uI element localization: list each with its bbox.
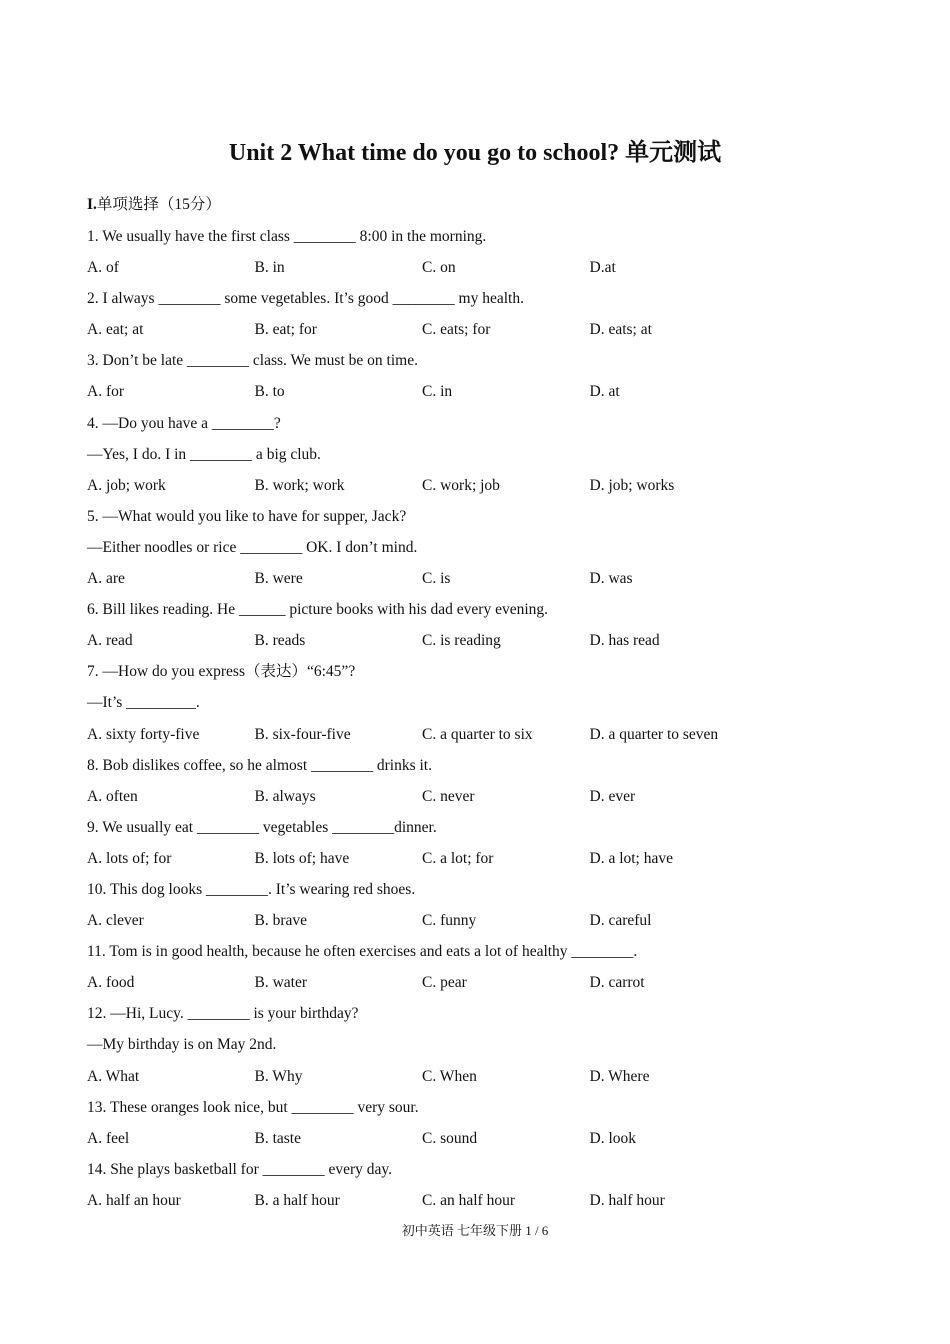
question-stem: 9. We usually eat ________ vegetables ________dinner. <box>87 818 437 836</box>
answer-option: D. careful <box>589 912 652 930</box>
answer-option: D. was <box>589 570 633 588</box>
question-stem: 11. Tom is in good health, because he often exercises and eats a lot of healthy ________. <box>87 943 638 961</box>
page-title: Unit 2 What time do you go to school? 单元测试 <box>228 140 722 166</box>
question-item <box>87 413 887 506</box>
answer-option: A. lots of; for <box>87 849 172 867</box>
question-stem: 12. —Hi, Lucy. ________ is your birthday? <box>87 1005 359 1023</box>
answer-options <box>87 972 887 1003</box>
answer-options <box>87 848 887 879</box>
section-heading <box>87 194 221 216</box>
question-item <box>87 661 887 754</box>
question-dialogue-line: —Either noodles or rice ________ OK. I don’t mind. <box>87 538 418 556</box>
question-stem: 10. This dog looks ________. It’s wearing red shoes. <box>87 880 416 898</box>
answer-option: D. a lot; have <box>589 849 674 867</box>
answer-option: B. brave <box>254 912 308 930</box>
answer-option: C. in <box>422 383 453 401</box>
section-numeral: I. <box>87 196 97 213</box>
answer-options <box>87 257 887 288</box>
answer-option: B. water <box>254 974 308 992</box>
answer-option: D. ever <box>589 787 636 805</box>
question-item <box>87 1159 887 1221</box>
question-item <box>87 1097 887 1159</box>
answer-option: B. six-four-five <box>254 725 351 743</box>
answer-option: B. eat; for <box>254 321 317 339</box>
answer-option: D. Where <box>589 1067 650 1085</box>
answer-option: B. were <box>254 570 303 588</box>
answer-option: C. a lot; for <box>422 849 494 867</box>
answer-option: D. carrot <box>589 974 645 992</box>
question-stem: 2. I always ________ some vegetables. It’s good ________ my health. <box>87 290 524 308</box>
question-dialogue-line: —It’s _________. <box>87 694 200 712</box>
answer-option: A. feel <box>87 1129 130 1147</box>
answer-option: D. half hour <box>589 1191 665 1209</box>
answer-options <box>87 568 887 599</box>
question-stem: 7. —How do you express（表达）“6:45”? <box>87 663 356 681</box>
page-footer: 初中英语 七年级下册 1 / 6 <box>401 1223 549 1238</box>
question-item <box>87 599 887 661</box>
question-item <box>87 506 887 599</box>
answer-option: A. of <box>87 259 119 277</box>
answer-option: C. never <box>422 787 475 805</box>
question-item <box>87 941 887 1003</box>
answer-option: D. look <box>589 1129 636 1147</box>
answer-option: C. work; job <box>422 476 500 494</box>
answer-option: B. to <box>254 383 285 401</box>
answer-option: C. funny <box>422 912 477 930</box>
answer-option: A. job; work <box>87 476 166 494</box>
answer-option: A. for <box>87 383 125 401</box>
answer-option: C. on <box>422 259 456 277</box>
answer-option: C. is <box>422 570 451 588</box>
answer-option: A. clever <box>87 912 144 930</box>
question-stem: 1. We usually have the first class ________ 8:00 in the morning. <box>87 228 487 245</box>
answer-option: A. eat; at <box>87 321 144 339</box>
question-item <box>87 1003 887 1096</box>
answer-option: C. an half hour <box>422 1191 515 1209</box>
answer-option: D. at <box>589 383 620 401</box>
question-item <box>87 288 887 350</box>
answer-options <box>87 910 887 941</box>
section-label: 单项选择（15分） <box>96 196 221 213</box>
answer-options <box>87 475 887 506</box>
question-stem: 4. —Do you have a ________? <box>87 414 281 432</box>
question-item <box>87 755 887 817</box>
answer-option: A. What <box>87 1067 140 1085</box>
question-dialogue-line: —My birthday is on May 2nd. <box>87 1036 277 1054</box>
answer-options <box>87 630 887 661</box>
question-stem: 5. —What would you like to have for supper, Jack? <box>87 507 407 525</box>
question-stem: 14. She plays basketball for ________ every day. <box>87 1160 393 1178</box>
question-item <box>87 350 887 412</box>
answer-option: A. read <box>87 632 133 650</box>
answer-option: C. When <box>422 1067 477 1085</box>
answer-option: A. often <box>87 787 138 805</box>
answer-option: A. are <box>87 570 125 588</box>
answer-option: D. eats; at <box>589 321 652 339</box>
answer-option: B. lots of; have <box>254 849 350 867</box>
answer-option: B. taste <box>254 1129 301 1147</box>
answer-option: C. pear <box>422 974 467 992</box>
answer-option: C. a quarter to six <box>422 725 533 743</box>
answer-option: A. half an hour <box>87 1191 181 1209</box>
answer-option: B. always <box>254 787 316 805</box>
answer-options <box>87 381 887 412</box>
answer-option: D.at <box>589 259 616 277</box>
answer-option: C. sound <box>422 1129 478 1147</box>
answer-option: B. reads <box>254 632 306 650</box>
answer-option: B. work; work <box>254 476 345 494</box>
answer-option: C. is reading <box>422 632 501 650</box>
answer-options <box>87 724 887 755</box>
answer-option: C. eats; for <box>422 321 491 339</box>
answer-options <box>87 1128 887 1159</box>
answer-option: A. food <box>87 974 135 992</box>
answer-option: D. job; works <box>589 476 675 494</box>
question-dialogue-line: —Yes, I do. I in ________ a big club. <box>87 445 321 463</box>
question-list <box>87 226 887 1221</box>
question-stem: 8. Bob dislikes coffee, so he almost ________ drinks it. <box>87 756 432 774</box>
question-item <box>87 879 887 941</box>
answer-options <box>87 1190 887 1221</box>
question-stem: 3. Don’t be late ________ class. We must be on time. <box>87 352 418 370</box>
answer-options <box>87 319 887 350</box>
answer-option: B. in <box>254 259 285 277</box>
question-stem: 6. Bill likes reading. He ______ picture books with his dad every evening. <box>87 601 549 619</box>
question-item <box>87 226 887 288</box>
answer-options <box>87 786 887 817</box>
answer-option: B. Why <box>254 1067 303 1085</box>
answer-option: A. sixty forty-five <box>87 725 200 743</box>
question-stem: 13. These oranges look nice, but ________ very sour. <box>87 1098 419 1116</box>
answer-options <box>87 1066 887 1097</box>
question-item <box>87 817 887 879</box>
answer-option: D. has read <box>589 632 660 650</box>
answer-option: D. a quarter to seven <box>589 725 719 743</box>
answer-option: B. a half hour <box>254 1191 340 1209</box>
